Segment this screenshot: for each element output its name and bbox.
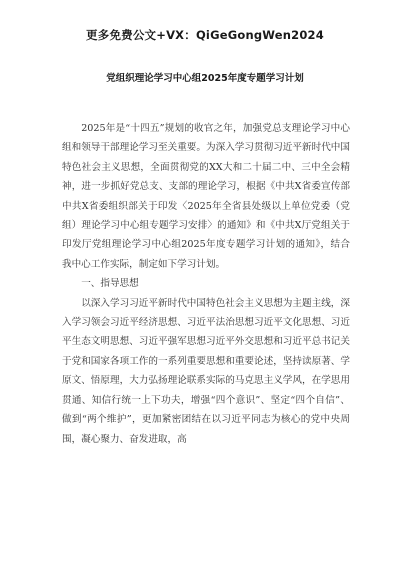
- intro-paragraph: 2025年是“十四五”规划的收官之年，加强党总支理论学习中心组和领导干部理论学习至关重要。为深入学习贯彻习近平新时代中国特色社会主义思想，全面贯彻党的XX大和二十届二中、三中全会精神，进一步抓好党总支、支部的理论学习，根据《中共X省委宣传部中共X省委组织部关于印发〈2025年全省县处级以上单位党委（党组）理论学习中心组专题学习安排〉的通知》和《中共X厅党组关于印发厅党组理论学习中心组2025年度专题学习计划的通知》，结合我中心工作实际，制定如下学习计划。: [62, 123, 350, 270]
- promo-banner: 更多免费公文+VX：QiGeGongWen2024: [86, 28, 324, 42]
- guiding-ideology-paragraph: 以深入学习习近平新时代中国特色社会主义思想为主题主线，深入学习领会习近平经济思想、习近平法治思想习近平文化思想、习近平生态文明思想、习近平强军思想习近平外交思想和习近平总书记关于党和国家各项工作的一系列重要思想和重要论述，坚持读原著、学原文、悟原理，大力弘扬理论联系实际的马克思主义学风，在学思用贯通、知信行统一上下功夫，增强“四个意识”、坚定“四个自信”、做到“两个维护”，更加紧密团结在以习近平同志为核心的党中央周围，凝心聚力、奋发进取，高: [62, 297, 350, 445]
- document-body: [62, 119, 350, 449]
- document-title: 党组织理论学习中心组2025年度专题学习计划: [106, 73, 304, 84]
- section-heading-guiding-ideology: 一、指导思想: [81, 278, 139, 290]
